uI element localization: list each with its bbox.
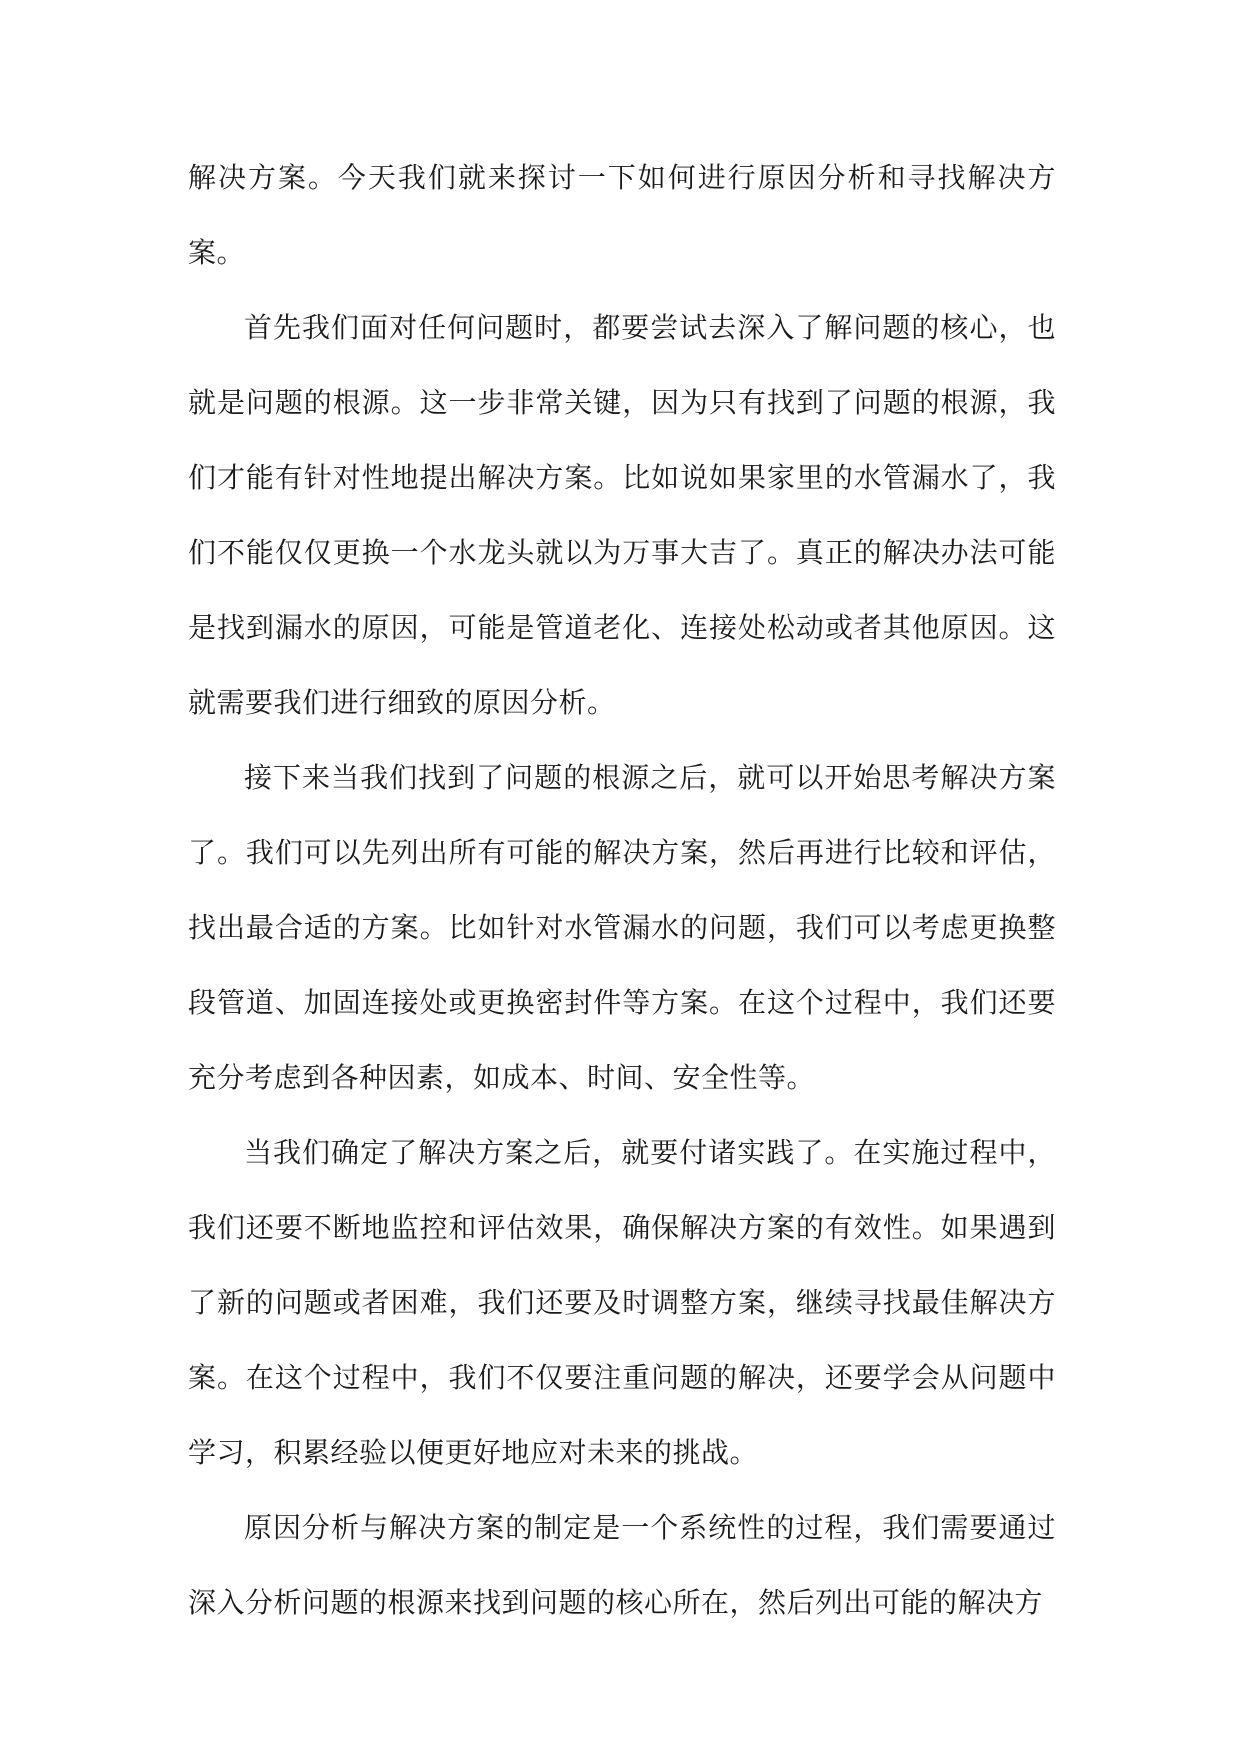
paragraph-2: 首先我们面对任何问题时，都要尝试去深入了解问题的核心，也就是问题的根源。这一步非常关键，因为只有找到了问题的根源，我们才能有针对性地提出解决方案。比如说如果家里的水管漏水了，我们不能仅仅更换一个水龙头就以为万事大吉了。真正的解决办法可能是找到漏水的原因，可能是管道老化、连接处松动或者其他原因。这就需要我们进行细致的原因分析。 — [188, 311, 1056, 719]
paragraph-4: 当我们确定了解决方案之后，就要付诸实践了。在实施过程中，我们还要不断地监控和评估效果，确保解决方案的有效性。如果遇到了新的问题或者困难，我们还要及时调整方案，继续寻找最佳解决方案。在这个过程中，我们不仅要注重问题的解决，还要学会从问题中学习，积累经验以便更好地应对未来的挑战。 — [188, 1136, 1056, 1469]
body-text — [188, 140, 1056, 1640]
paragraph-3: 接下来当我们找到了问题的根源之后，就可以开始思考解决方案了。我们可以先列出所有可能的解决方案，然后再进行比较和评估，找出最合适的方案。比如针对水管漏水的问题，我们可以考虑更换整段管道、加固连接处或更换密封件等方案。在这个过程中，我们还要充分考虑到各种因素，如成本、时间、安全性等。 — [188, 761, 1056, 1094]
paragraph-1: 解决方案。今天我们就来探讨一下如何进行原因分析和寻找解决方案。 — [188, 161, 1056, 269]
paragraph-5: 原因分析与解决方案的制定是一个系统性的过程，我们需要通过深入分析问题的根源来找到问题的核心所在，然后列出可能的解决方 — [188, 1511, 1056, 1619]
